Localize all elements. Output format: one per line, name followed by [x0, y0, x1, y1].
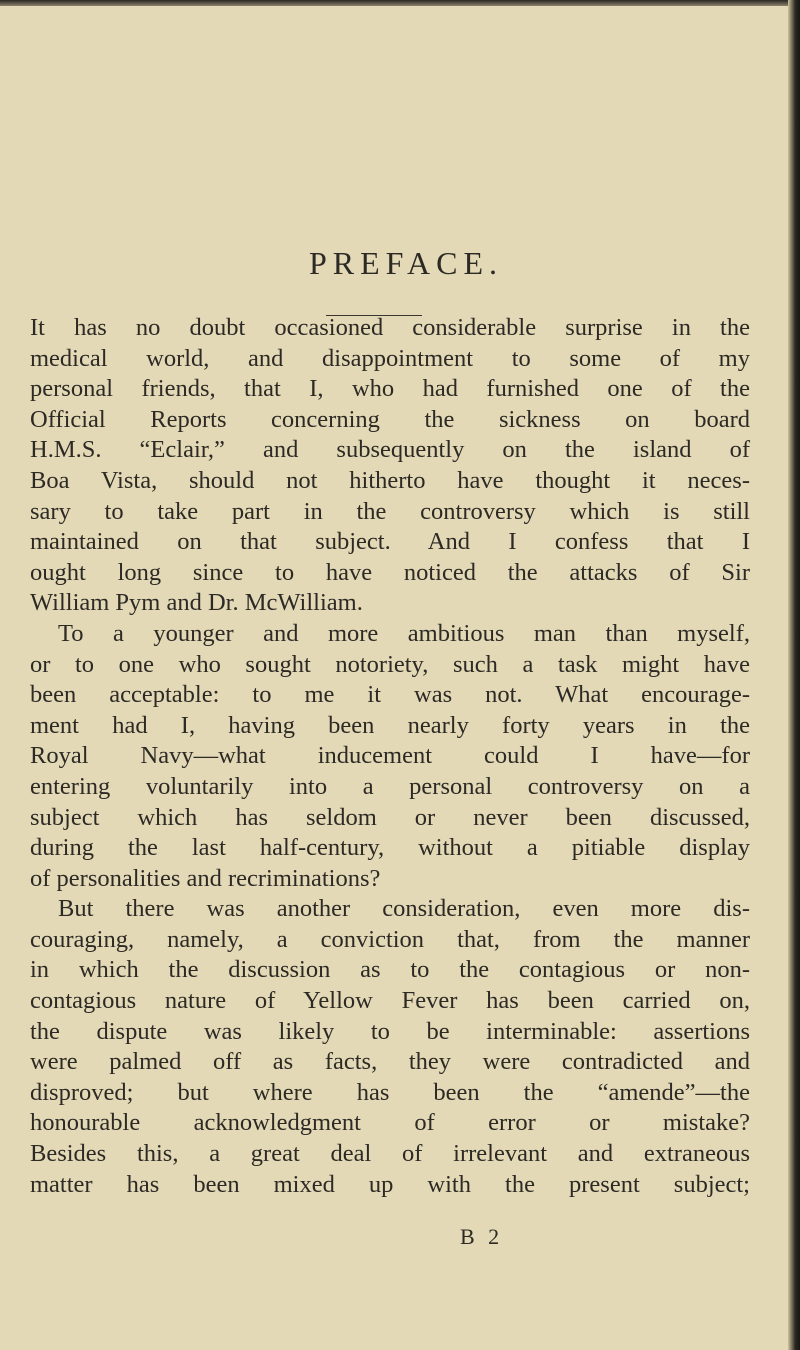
text-line: of personalities and recriminations? — [30, 864, 381, 892]
text-line: the dispute was likely to be interminable: assertions — [30, 1017, 750, 1045]
text-line: been acceptable: to me it was not. What encourage- — [30, 681, 750, 709]
text-line: ment had I, having been nearly forty years in the — [30, 711, 750, 739]
text-line: subject which has seldom or never been discussed, — [30, 803, 750, 831]
text-line: during the last half-century, without a pitiable display — [30, 834, 750, 862]
text-line: But there was another consideration, even more dis- — [58, 895, 750, 923]
signature-mark: B 2 — [460, 1224, 504, 1249]
text-line: Besides this, a great deal of irrelevant and extraneous — [30, 1140, 750, 1168]
book-page — [30, 0, 782, 1350]
text-line: It has no doubt occasioned considerable surprise in the — [30, 314, 750, 341]
page-title: PREFACE. — [308, 245, 504, 281]
text-line: were palmed off as facts, they were contradicted and — [30, 1048, 750, 1076]
text-line: Boa Vista, should not hitherto have thought it neces- — [30, 466, 750, 494]
text-line: medical world, and disappointment to some of my — [30, 344, 750, 372]
text-line: honourable acknowledgment of error or mistake? — [30, 1109, 750, 1137]
text-line: contagious nature of Yellow Fever has been carried on, — [30, 987, 750, 1015]
text-line: disproved; but where has been the “amende”—the — [30, 1078, 750, 1106]
text-line: To a younger and more ambitious man than myself, — [58, 619, 750, 647]
text-line: H.M.S. “Eclair,” and subsequently on the island of — [30, 436, 750, 464]
preface-body — [30, 313, 750, 1200]
text-line: entering voluntarily into a personal controversy on a — [30, 772, 750, 800]
text-line: Official Reports concerning the sickness on board — [30, 405, 750, 433]
text-line: sary to take part in the controversy which is still — [30, 497, 750, 525]
text-line: or to one who sought notoriety, such a task might have — [30, 650, 750, 678]
text-line: maintained on that subject. And I confess that I — [30, 528, 750, 556]
page-binding-edge — [788, 0, 800, 1350]
text-line: personal friends, that I, who had furnished one of the — [30, 375, 750, 403]
text-line: Royal Navy—what inducement could I have—for — [30, 742, 750, 770]
text-line: matter has been mixed up with the present subject; — [30, 1170, 750, 1198]
text-line: ought long since to have noticed the attacks of Sir — [30, 558, 750, 586]
text-line: William Pym and Dr. McWilliam. — [30, 589, 363, 617]
text-line: in which the discussion as to the contagious or non- — [30, 956, 750, 984]
text-line: couraging, namely, a conviction that, from the manner — [30, 925, 750, 953]
